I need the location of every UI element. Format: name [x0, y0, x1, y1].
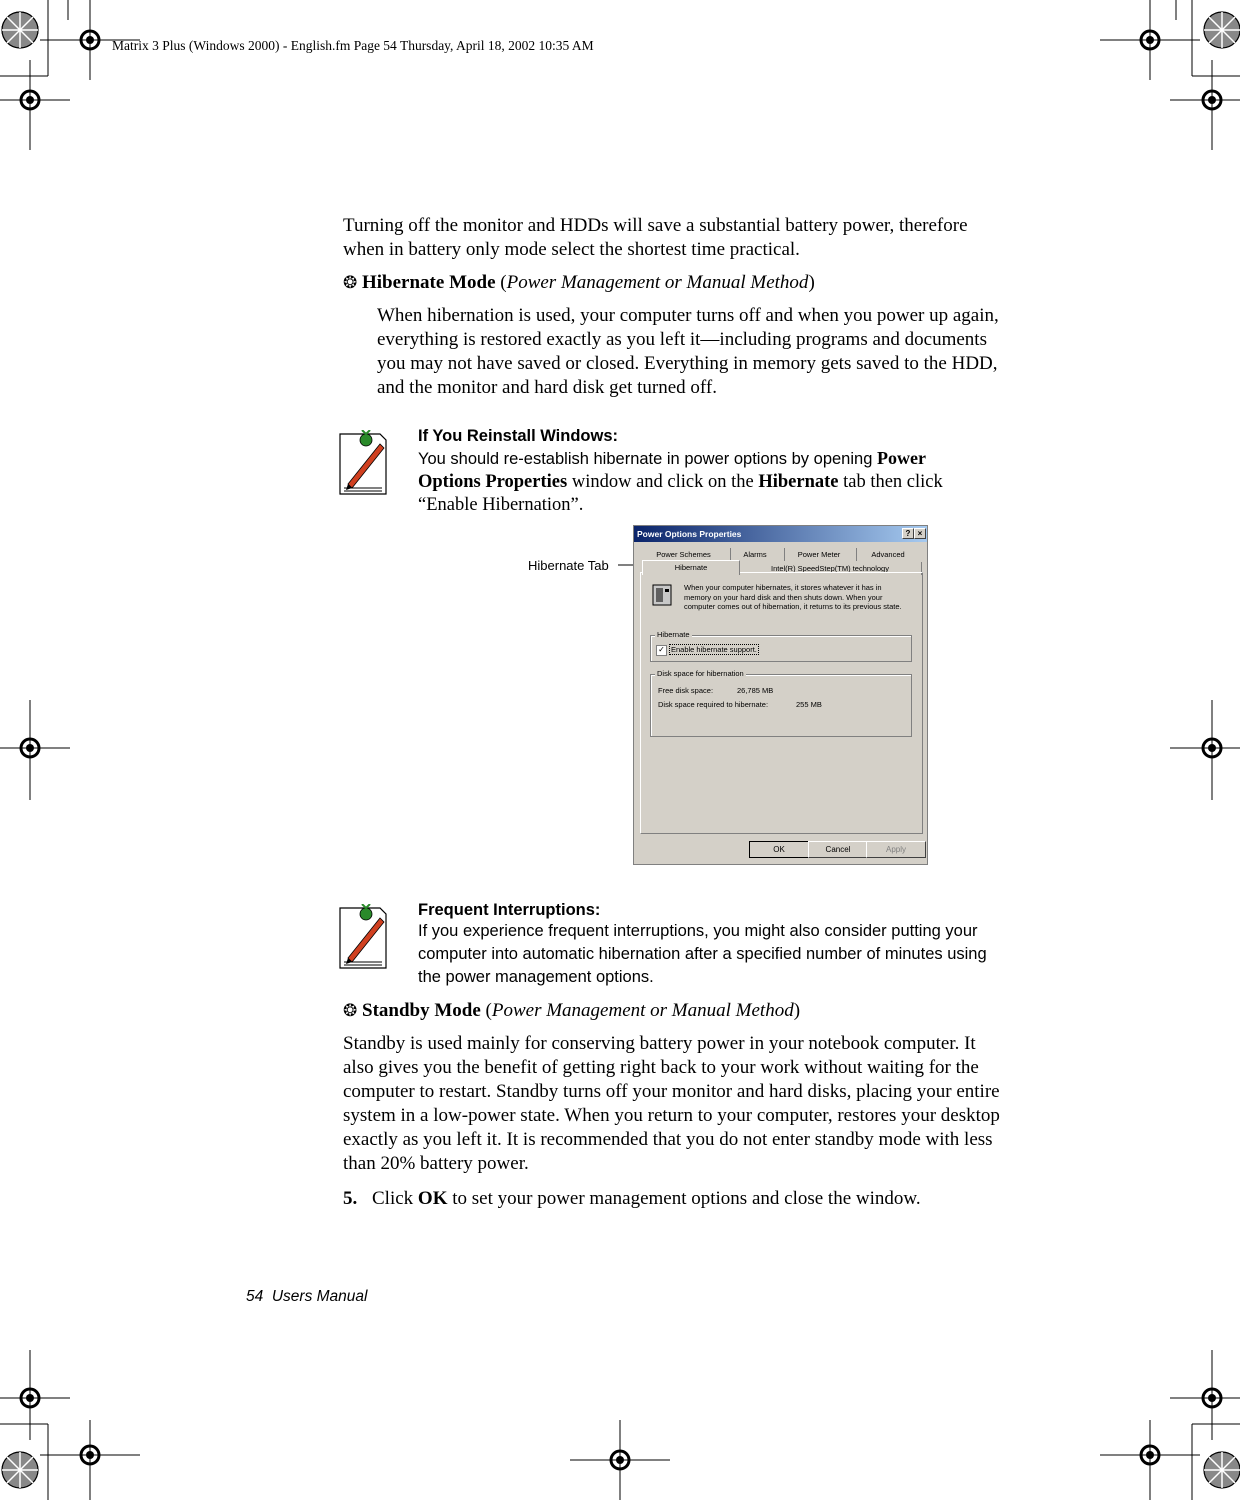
- standby-method: Power Management or Manual Method: [491, 1000, 794, 1021]
- tab-power-schemes[interactable]: Power Schemes: [656, 550, 711, 559]
- note-title: Frequent Interruptions:: [418, 901, 601, 919]
- group-label: Hibernate: [657, 630, 690, 639]
- step-text: to set your power management options and close the window.: [447, 1188, 921, 1209]
- tab-hibernate[interactable]: Hibernate: [642, 560, 740, 575]
- note-line: [418, 446, 943, 471]
- tab-power-meter[interactable]: Power Meter: [784, 548, 853, 561]
- standby-heading: ❂ Standby Mode (Power Management or Manual Method): [343, 1000, 801, 1021]
- paragraph-line: everything is restored exactly as you left it—including programs and documents: [377, 329, 987, 350]
- note-reinstall: [418, 427, 943, 517]
- tab-advanced[interactable]: Advanced: [856, 548, 919, 561]
- note-pen-icon: [336, 904, 392, 974]
- standby-title: Standby Mode: [362, 1000, 481, 1021]
- group-label: Disk space for hibernation: [657, 669, 744, 678]
- standby-paragraph: [343, 1032, 1000, 1176]
- tab-alarms[interactable]: Alarms: [730, 548, 779, 561]
- file-header: Matrix 3 Plus (Windows 2000) - English.fm Page 54 Thursday, April 18, 2002 10:35 AM: [112, 38, 594, 53]
- paragraph-line: also gives you the benefit of getting right back to your work without waiting for the: [343, 1057, 979, 1078]
- paragraph-line: you may not have saved or closed. Everything in memory gets saved to the HDD,: [377, 353, 998, 374]
- gear-bullet-icon: ❂: [343, 273, 358, 292]
- note-text: tab then click: [838, 472, 943, 492]
- step-text: Click: [372, 1188, 418, 1209]
- required-space-value: 255 MB: [796, 700, 822, 709]
- ok-button[interactable]: OK: [749, 841, 809, 858]
- gear-bullet-icon: ❂: [343, 1001, 358, 1020]
- paragraph-line: computer to restart. Standby turns off your monitor and hard disks, placing your entire: [343, 1081, 1000, 1102]
- note-interruptions: [418, 901, 987, 989]
- enable-hibernate-checkbox[interactable]: ✓: [656, 645, 667, 656]
- hibernate-heading: ❂ Hibernate Mode (Power Management or Manual Method): [343, 272, 815, 293]
- note-line: the power management options.: [418, 968, 654, 986]
- dialog-title: Power Options Properties: [637, 529, 742, 539]
- hibernate-icon: [651, 583, 673, 607]
- hibernate-tab-callout: Hibernate Tab: [528, 558, 609, 573]
- description-line: computer comes out of hibernation, it returns to its previous state.: [684, 602, 902, 611]
- disk-space-group: [650, 669, 912, 737]
- required-space-label: Disk space required to hibernate:: [658, 700, 769, 709]
- free-space-label: Free disk space:: [658, 686, 714, 695]
- note-line: If you experience frequent interruptions, you might also consider putting your: [418, 922, 978, 940]
- note-bold: Hibernate: [758, 472, 839, 492]
- apply-button[interactable]: Apply: [866, 841, 926, 858]
- paragraph-line: exactly as you left it. It is recommended that you do not enter standby mode with less: [343, 1129, 993, 1150]
- step-number: 5.: [343, 1188, 358, 1209]
- description-line: When your computer hibernates, it stores whatever it has in: [684, 583, 882, 592]
- close-button[interactable]: ×: [914, 528, 926, 539]
- enable-hibernate-label[interactable]: Enable hibernate support.: [671, 645, 757, 654]
- paragraph-line: than 20% battery power.: [343, 1153, 529, 1174]
- paragraph-line: system in a low-power state. When you return to your computer, restores your desktop: [343, 1105, 1000, 1126]
- note-bold: Options Properties: [418, 472, 568, 492]
- help-button[interactable]: ?: [902, 528, 914, 539]
- dialog-title-bar: [634, 526, 927, 542]
- intro-line: when in battery only mode select the shortest time practical.: [343, 239, 800, 260]
- note-line: “Enable Hibernation”.: [418, 495, 584, 515]
- note-title: If You Reinstall Windows:: [418, 427, 618, 445]
- hibernate-group: [650, 630, 912, 662]
- hibernate-description: [684, 583, 902, 612]
- step-bold: OK: [417, 1188, 448, 1209]
- note-text: window and click on the: [567, 472, 759, 492]
- note-line: [418, 471, 943, 494]
- intro-line: Turning off the monitor and HDDs will save a substantial battery power, therefore: [343, 215, 968, 236]
- paragraph-line: When hibernation is used, your computer turns off and when you power up again,: [377, 305, 999, 326]
- page-footer: 54 Users Manual: [246, 1288, 368, 1305]
- note-line: computer into automatic hibernation after a specified number of minutes using: [418, 945, 987, 963]
- intro-paragraph: [343, 214, 968, 262]
- paragraph-line: Standby is used mainly for conserving battery power in your notebook computer. It: [343, 1033, 976, 1054]
- hibernate-title: Hibernate Mode: [362, 272, 496, 293]
- description-line: memory on your hard disk and then shuts down. When your: [684, 592, 883, 602]
- power-options-dialog: [633, 525, 928, 865]
- note-pen-icon: [336, 430, 392, 500]
- hibernate-method: Power Management or Manual Method: [506, 272, 809, 293]
- tab-speedstep[interactable]: Intel(R) SpeedStep(TM) technology: [738, 562, 922, 575]
- paragraph-line: and the monitor and hard disk get turned off.: [377, 377, 717, 398]
- cancel-button[interactable]: Cancel: [808, 841, 868, 858]
- step-5: [343, 1187, 921, 1211]
- hibernate-paragraph: [377, 304, 999, 400]
- note-bold: Power: [876, 448, 926, 468]
- note-text: You should re-establish hibernate in power options by opening: [418, 450, 877, 468]
- hibernate-panel: [640, 572, 923, 834]
- free-space-value: 26,785 MB: [737, 686, 774, 695]
